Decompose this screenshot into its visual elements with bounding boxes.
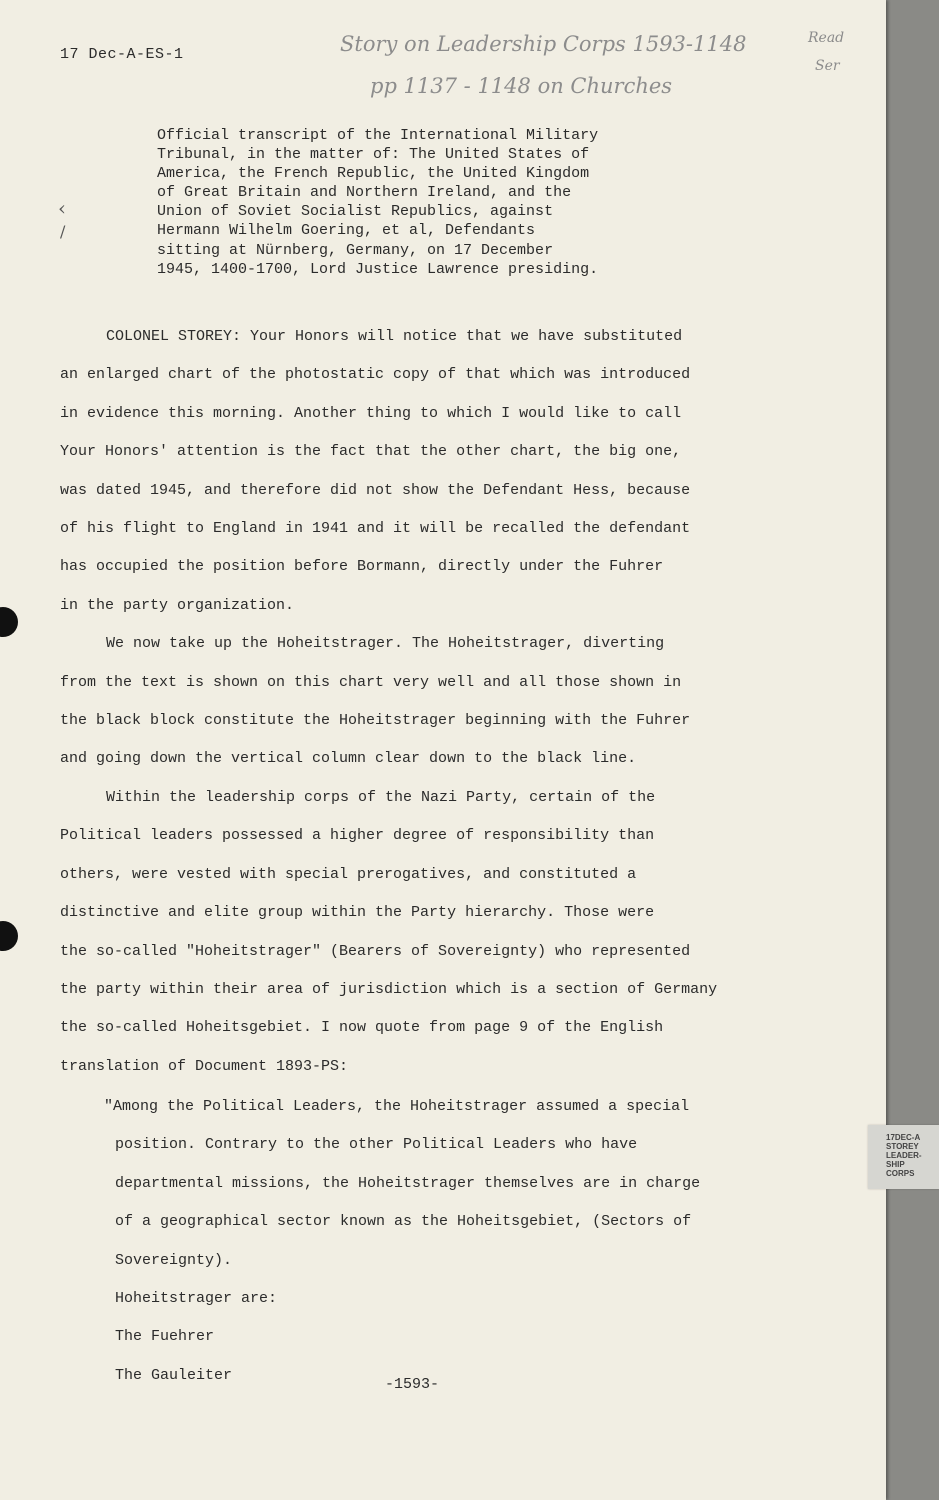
heading-line: sitting at Nürnberg, Germany, on 17 December <box>157 241 554 259</box>
heading-line: Official transcript of the International Military <box>157 127 599 144</box>
heading-line: 1945, 1400-1700, Lord Justice Lawrence presiding. <box>157 260 599 278</box>
margin-mark: ‹ <box>58 196 66 220</box>
quote-line: position. Contrary to the other Political Leaders who have <box>115 1136 638 1154</box>
body-line: has occupied the position before Bormann, directly under the Fuhrer <box>60 558 664 576</box>
body-line: in the party organization. <box>60 596 295 614</box>
quote-line: The Fuehrer <box>115 1328 215 1346</box>
block-quote <box>104 1088 764 1395</box>
body-line: from the text is shown on this chart very well and all those shown in <box>60 673 682 691</box>
body-line: translation of Document 1893-PS: <box>60 1057 349 1075</box>
index-tab-line: SHIP <box>886 1160 905 1169</box>
handwritten-note: Story on Leadership Corps 1593-1148 <box>340 32 747 56</box>
body-line: distinctive and elite group within the Party hierarchy. Those were <box>60 904 655 922</box>
heading-line: Union of Soviet Socialist Republics, against <box>157 203 554 221</box>
index-tab <box>868 1125 939 1189</box>
quote-line: "Among the Political Leaders, the Hoheitstrager assumed a special <box>104 1098 690 1115</box>
handwritten-note: Ser <box>815 58 840 74</box>
transcript-heading <box>157 126 647 279</box>
handwritten-note: pp 1137 - 1148 on Churches <box>370 74 673 98</box>
body-line: We now take up the Hoheitstrager. The Hoheitstrager, diverting <box>106 635 665 653</box>
index-tab-line: CORPS <box>886 1169 915 1178</box>
binder-hole <box>0 921 18 951</box>
quote-line: departmental missions, the Hoheitstrager themselves are in charge <box>115 1174 701 1192</box>
quote-line: The Gauleiter <box>115 1366 233 1384</box>
quote-line: of a geographical sector known as the Hoheitsgebiet, (Sectors of <box>115 1213 692 1231</box>
heading-line: of Great Britain and Northern Ireland, and the <box>157 184 572 202</box>
body-line: the black block constitute the Hoheitstrager beginning with the Fuhrer <box>60 712 691 730</box>
handwritten-note: Read <box>808 30 845 46</box>
binder-hole <box>0 607 18 637</box>
body-line: the so-called Hoheitsgebiet. I now quote from page 9 of the English <box>60 1019 664 1037</box>
body-line: an enlarged chart of the photostatic copy of that which was introduced <box>60 366 691 384</box>
document-id: 17 Dec-A-ES-1 <box>60 46 184 63</box>
body-line: in evidence this morning. Another thing to which I would like to call <box>60 404 682 422</box>
index-tab-line: 17DEC-A <box>886 1133 921 1142</box>
margin-mark: / <box>60 222 66 241</box>
index-tab-line: LEADER- <box>886 1151 922 1160</box>
heading-line: Tribunal, in the matter of: The United States of <box>157 146 590 164</box>
heading-line: America, the French Republic, the United Kingdom <box>157 165 590 183</box>
transcript-body <box>60 318 780 1086</box>
page-number: -1593- <box>385 1376 440 1393</box>
body-line: was dated 1945, and therefore did not show the Defendant Hess, because <box>60 481 691 499</box>
body-line: Political leaders possessed a higher degree of responsibility than <box>60 827 655 845</box>
quote-line: Hoheitstrager are: <box>115 1290 278 1308</box>
index-tab-line: STOREY <box>886 1142 919 1151</box>
body-line: the so-called "Hoheitstrager" (Bearers of Sovereignty) who represented <box>60 942 691 960</box>
body-line: and going down the vertical column clear down to the black line. <box>60 750 637 768</box>
quote-line: Sovereignty). <box>115 1251 233 1269</box>
body-line: Within the leadership corps of the Nazi Party, certain of the <box>106 788 656 806</box>
body-line: others, were vested with special prerogatives, and constituted a <box>60 865 637 883</box>
body-line: Your Honors' attention is the fact that the other chart, the big one, <box>60 443 682 461</box>
body-line: COLONEL STOREY: Your Honors will notice that we have substituted <box>106 328 683 345</box>
heading-line: Hermann Wilhelm Goering, et al, Defendants <box>157 222 536 240</box>
body-line: of his flight to England in 1941 and it will be recalled the defendant <box>60 520 691 538</box>
body-line: the party within their area of jurisdiction which is a section of Germany <box>60 980 718 998</box>
